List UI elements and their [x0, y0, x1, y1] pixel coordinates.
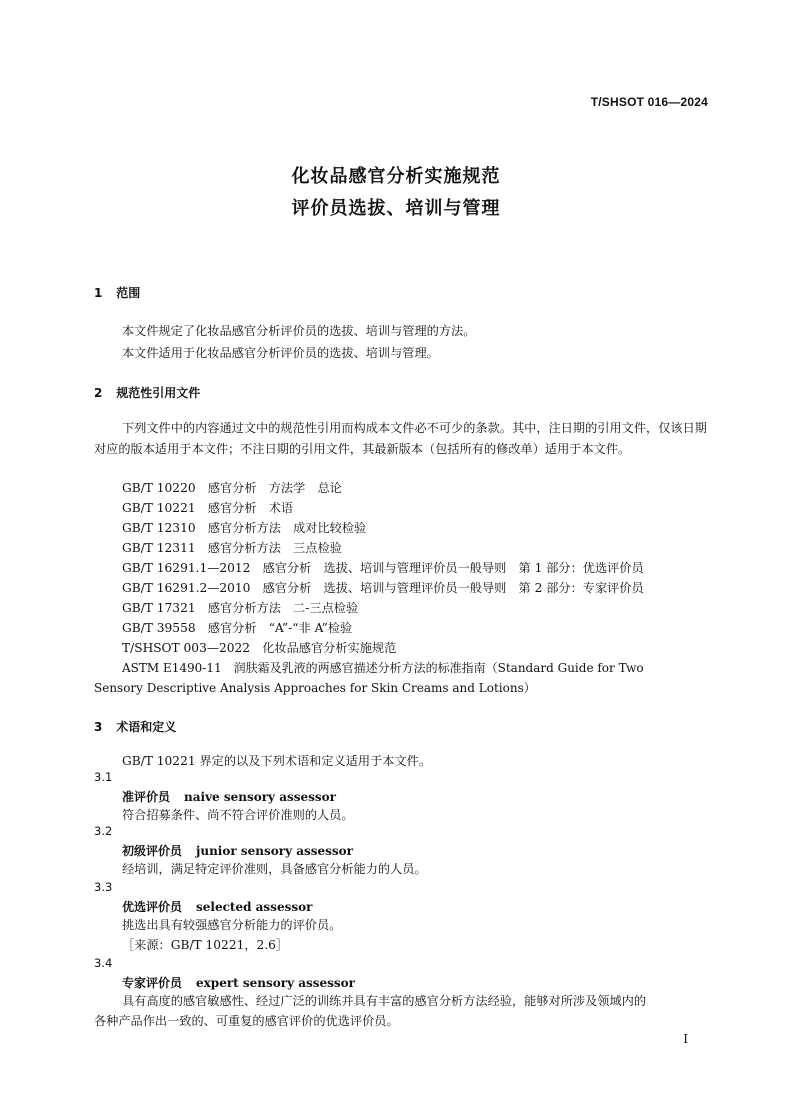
page-number: I — [683, 1032, 688, 1046]
term-zh: 准评价员 — [122, 790, 171, 804]
term-en: junior sensory assessor — [196, 844, 353, 858]
reference-item-continued: Sensory Descriptive Analysis Approaches for Skin Creams and Lotions） — [94, 681, 536, 695]
term-heading — [122, 842, 353, 859]
reference-item: GB/T 16291.1—2012 感官分析 选拔、培训与管理评价员一般导则 第 1 部分：优选评价员 — [122, 561, 644, 575]
term-number: 3.4 — [94, 956, 113, 970]
reference-item: GB/T 39558 感官分析 “A”-“非 A”检验 — [122, 621, 353, 635]
section-title: 术语和定义 — [116, 720, 177, 734]
section-1-heading — [94, 284, 140, 301]
term-heading — [122, 974, 355, 991]
reference-item: GB/T 10220 感官分析 方法学 总论 — [122, 481, 342, 495]
reference-item: GB/T 10221 感官分析 术语 — [122, 501, 294, 515]
term-definition: 挑选出具有较强感官分析能力的评价员。 — [122, 918, 342, 932]
reference-item: GB/T 16291.2—2010 感官分析 选拔、培训与管理评价员一般导则 第 2 部分：专家评价员 — [122, 581, 644, 595]
reference-item: ASTM E1490-11 润肤霜及乳液的两感官描述分析方法的标准指南（Standard Guide for Two — [122, 661, 644, 675]
paragraph: 本文件规定了化妆品感官分析评价员的选拔、培训与管理的方法。 — [122, 324, 476, 338]
section-2-heading — [94, 384, 200, 401]
term-number: 3.1 — [94, 770, 113, 784]
term-number: 3.3 — [94, 880, 113, 894]
section-title: 规范性引用文件 — [116, 386, 201, 400]
document-title-line1: 化妆品感官分析实施规范 — [291, 166, 501, 187]
term-definition: 经培训，满足特定评价准则，具备感官分析能力的人员。 — [122, 862, 427, 876]
section-title: 范围 — [116, 286, 141, 300]
term-definition: 符合招募条件、尚不符合评价准则的人员。 — [122, 808, 354, 822]
term-definition-continued: 各种产品作出一致的、可重复的感官评价的优选评价员。 — [94, 1014, 399, 1028]
term-definition: 具有高度的感官敏感性、经过广泛的训练并具有丰富的感官分析方法经验，能够对所涉及领域内的 — [122, 994, 647, 1008]
term-zh: 初级评价员 — [122, 844, 183, 858]
document-title-line2: 评价员选拔、培训与管理 — [291, 198, 501, 219]
reference-item: GB/T 12310 感官分析方法 成对比较检验 — [122, 521, 367, 535]
term-heading — [122, 788, 336, 805]
term-zh: 优选评价员 — [122, 900, 183, 914]
term-en: selected assessor — [196, 900, 313, 914]
reference-item: T/SHSOT 003—2022 化妆品感官分析实施规范 — [122, 641, 397, 655]
section-number: 2 — [94, 386, 103, 400]
section-3-heading — [94, 718, 176, 735]
term-en: expert sensory assessor — [196, 976, 355, 990]
paragraph: GB/T 10221 界定的以及下列术语和定义适用于本文件。 — [122, 754, 432, 768]
section-number: 3 — [94, 720, 103, 734]
section-number: 1 — [94, 286, 103, 300]
term-source: ［来源：GB/T 10221，2.6］ — [122, 938, 289, 952]
reference-item: GB/T 17321 感官分析方法 二-三点检验 — [122, 601, 359, 615]
standard-number: T/SHSOT 016—2024 — [590, 95, 708, 109]
reference-item: GB/T 12311 感官分析方法 三点检验 — [122, 541, 342, 555]
intro-text: 下列文件中的内容通过文中的规范性引用而构成本文件必不可少的条款。其中，注日期的引用文件，仅该日期对应的版本适用于本文件；不注日期的引用文件，其最新版本（包括所有的修改单）适用于本文件。 — [94, 421, 707, 456]
term-heading — [122, 898, 312, 915]
paragraph: 本文件适用于化妆品感官分析评价员的选拔、培训与管理。 — [122, 346, 439, 360]
term-en: naive sensory assessor — [184, 790, 336, 804]
term-number: 3.2 — [94, 824, 113, 838]
term-zh: 专家评价员 — [122, 976, 183, 990]
paragraph — [94, 418, 708, 460]
